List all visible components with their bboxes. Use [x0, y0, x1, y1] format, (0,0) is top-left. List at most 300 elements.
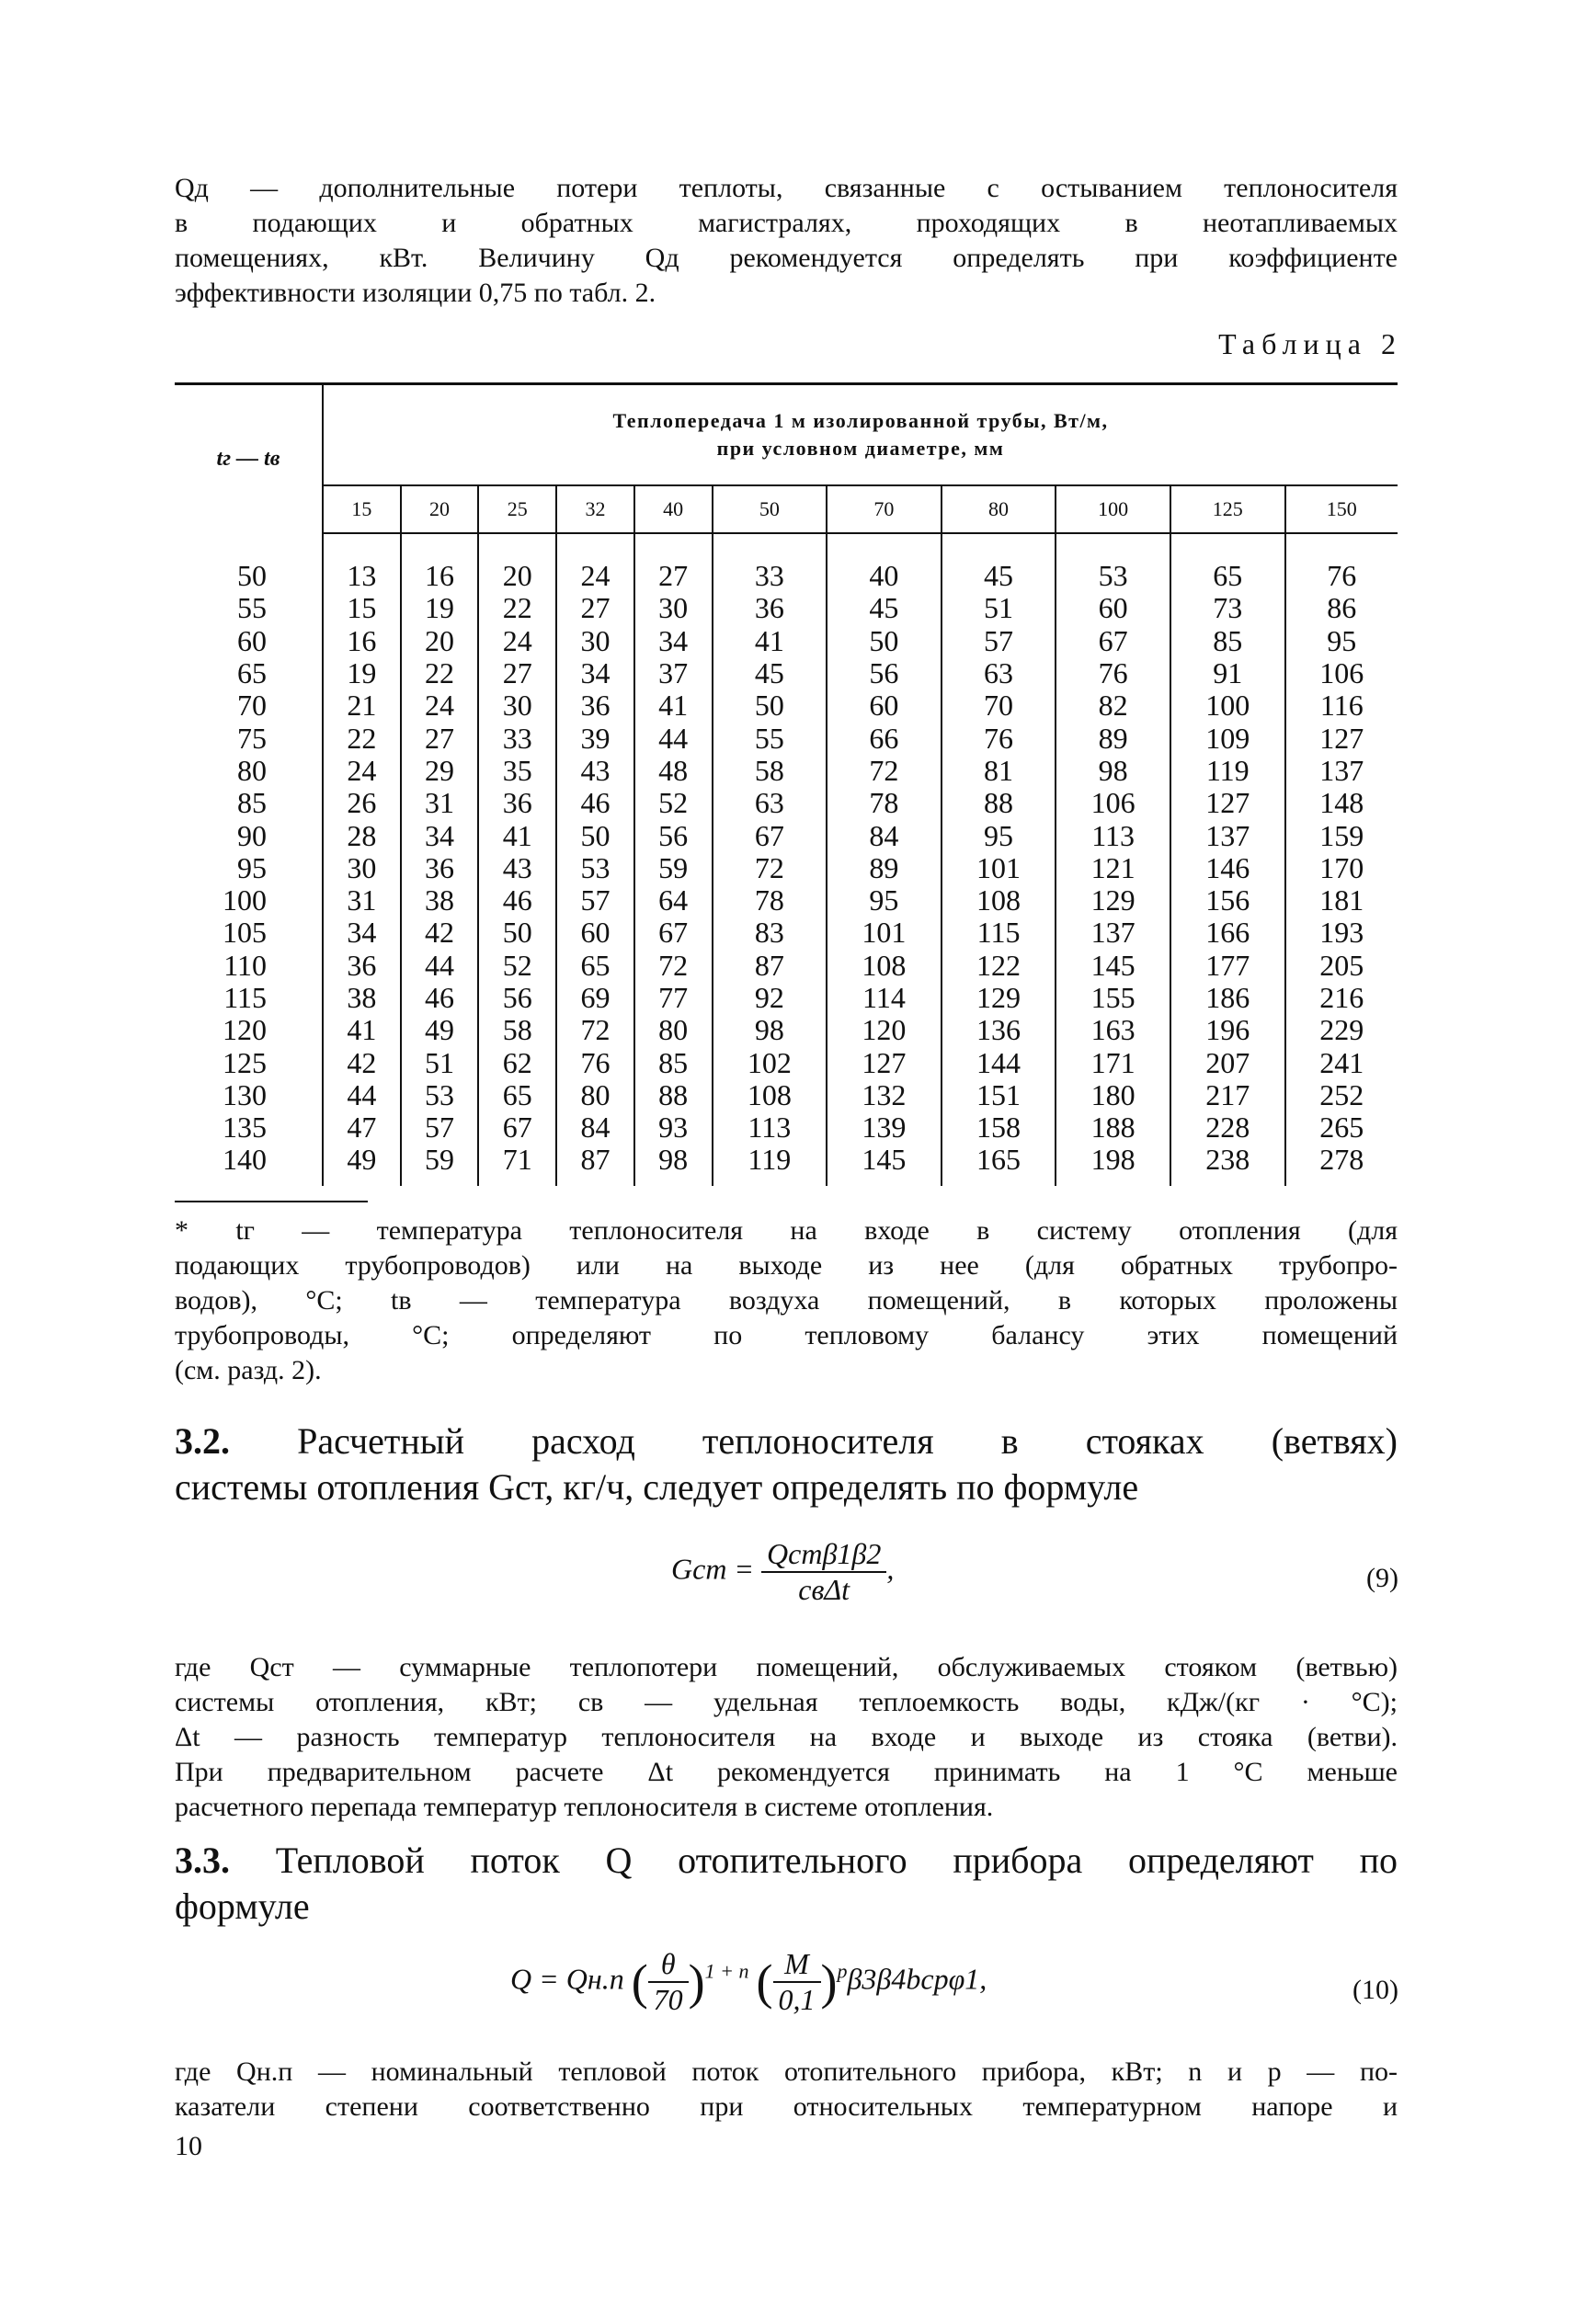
heat-transfer-cell: 180 — [1056, 1079, 1170, 1111]
heat-transfer-cell: 166 — [1170, 917, 1285, 949]
formula-tail: β3β4bcpφ1, — [847, 1962, 987, 1996]
heat-transfer-cell: 238 — [1170, 1144, 1285, 1185]
heat-transfer-cell: 119 — [1170, 755, 1285, 787]
heat-transfer-cell: 114 — [827, 982, 942, 1014]
formula-lhs: Gст = — [671, 1552, 755, 1586]
diameter-header: 100 — [1056, 485, 1170, 533]
heat-transfer-cell: 52 — [478, 950, 556, 982]
heat-transfer-cell: 24 — [556, 533, 634, 592]
heat-transfer-cell: 177 — [1170, 950, 1285, 982]
heat-transfer-cell: 59 — [401, 1144, 479, 1185]
heat-transfer-cell: 76 — [1056, 657, 1170, 689]
table-corner-header: tг — tв — [175, 384, 323, 534]
heat-transfer-cell: 108 — [713, 1079, 827, 1111]
intro-line: Qд — дополнительные потери теплоты, связанные с остыванием теплоносителя — [175, 173, 1398, 203]
fraction-1-numerator: θ — [648, 1947, 689, 1983]
heat-transfer-cell: 158 — [942, 1111, 1056, 1144]
intro-paragraph — [175, 171, 1398, 311]
heat-transfer-table — [175, 382, 1398, 1186]
heat-transfer-cell: 73 — [1170, 592, 1285, 624]
temperature-diff-cell: 80 — [237, 753, 267, 787]
paren-open: ( — [631, 1954, 648, 2010]
heat-transfer-cell: 52 — [634, 787, 713, 819]
heat-transfer-cell: 44 — [401, 950, 479, 982]
heat-transfer-cell: 85 — [1170, 625, 1285, 657]
heat-transfer-cell: 34 — [634, 625, 713, 657]
section-3-2-heading — [175, 1418, 1398, 1510]
heat-transfer-cell: 69 — [556, 982, 634, 1014]
heat-transfer-cell: 129 — [942, 982, 1056, 1014]
fraction-2-numerator: M — [773, 1947, 821, 1983]
section-number: 3.3. — [175, 1840, 230, 1881]
heat-transfer-cell: 119 — [713, 1144, 827, 1185]
temperature-diff-cell: 125 — [223, 1045, 267, 1079]
heat-transfer-cell: 57 — [401, 1111, 479, 1144]
diameter-header: 125 — [1170, 485, 1285, 533]
formula-fraction-1 — [648, 1947, 689, 2017]
diameter-header: 32 — [556, 485, 634, 533]
heat-transfer-cell: 50 — [556, 819, 634, 851]
diameter-header-row — [175, 485, 1398, 533]
heat-transfer-cell: 27 — [478, 657, 556, 689]
heat-transfer-cell: 163 — [1056, 1014, 1170, 1046]
heat-transfer-cell: 241 — [1319, 1045, 1364, 1079]
heat-transfer-cell: 84 — [556, 1111, 634, 1144]
formula-10-label: (10) — [1352, 1975, 1398, 2005]
temperature-diff-cell: 120 — [223, 1013, 267, 1047]
heat-transfer-cell: 37 — [634, 657, 713, 689]
heat-transfer-cell: 42 — [401, 917, 479, 949]
heat-transfer-cell: 58 — [713, 755, 827, 787]
heat-transfer-cell: 50 — [478, 917, 556, 949]
heat-transfer-cell: 146 — [1170, 852, 1285, 884]
footnote-line: подающих трубопроводов) или на выходе из нее (для обратных трубопро- — [175, 1250, 1398, 1281]
heat-transfer-cell: 106 — [1056, 787, 1170, 819]
heat-transfer-cell: 67 — [1056, 625, 1170, 657]
heat-transfer-cell: 16 — [323, 625, 401, 657]
table-main-header — [323, 384, 1398, 486]
heat-transfer-cell: 198 — [1056, 1144, 1170, 1185]
heat-transfer-cell: 181 — [1319, 883, 1364, 917]
heat-transfer-cell: 156 — [1170, 884, 1285, 917]
heat-transfer-cell: 127 — [1319, 721, 1364, 755]
formula-tail: , — [886, 1552, 895, 1586]
heat-transfer-cell: 252 — [1319, 1077, 1364, 1111]
heat-transfer-cell: 65 — [478, 1079, 556, 1111]
heat-transfer-cell: 56 — [634, 819, 713, 851]
table-main-header-line2: при условном диаметре, мм — [716, 437, 1005, 460]
explanation-line: Δt — разность температур теплоносителя на входе и выходе из стояка (ветви). — [175, 1722, 1398, 1752]
heat-transfer-cell: 19 — [401, 592, 479, 624]
heat-transfer-cell: 24 — [478, 625, 556, 657]
heat-transfer-cell: 106 — [1319, 656, 1364, 690]
temperature-diff-cell: 115 — [223, 981, 267, 1014]
heat-transfer-cell: 31 — [401, 787, 479, 819]
heat-transfer-cell: 76 — [1327, 559, 1357, 593]
explanation-line: системы отопления, кВт; cв — удельная теплоемкость воды, кДж/(кг · °С); — [175, 1687, 1398, 1717]
table-row — [175, 657, 1398, 689]
heat-transfer-cell: 145 — [827, 1144, 942, 1185]
heat-transfer-cell: 49 — [401, 1014, 479, 1046]
heat-transfer-cell: 229 — [1319, 1013, 1364, 1047]
heat-transfer-cell: 84 — [827, 819, 942, 851]
heat-transfer-cell: 13 — [323, 533, 401, 592]
page-number: 10 — [175, 2131, 202, 2161]
heat-transfer-cell: 50 — [827, 625, 942, 657]
heat-transfer-cell: 109 — [1170, 722, 1285, 754]
heat-transfer-cell: 98 — [1056, 755, 1170, 787]
heat-transfer-cell: 95 — [827, 884, 942, 917]
formula-lhs: Q = Qн.п — [510, 1962, 624, 1996]
temperature-diff-cell: 130 — [223, 1077, 267, 1111]
formula-9-label: (9) — [1366, 1563, 1398, 1593]
temperature-diff-cell: 90 — [237, 818, 267, 852]
heat-transfer-cell: 76 — [556, 1046, 634, 1078]
section-title-line1: Расчетный расход теплоносителя в стояках (ветвях) — [297, 1420, 1398, 1462]
heat-transfer-cell: 16 — [401, 533, 479, 592]
heat-transfer-cell: 53 — [556, 852, 634, 884]
heat-transfer-cell: 38 — [401, 884, 479, 917]
temperature-diff-cell: 135 — [223, 1111, 267, 1145]
heat-transfer-cell: 27 — [634, 533, 713, 592]
table-caption: Таблица 2 — [1218, 327, 1402, 360]
explanation-line: где Qст — суммарные теплопотери помещений, обслуживаемых стояком (ветвью) — [175, 1652, 1398, 1682]
heat-transfer-cell: 40 — [827, 533, 942, 592]
formula-10 — [510, 1947, 987, 2017]
heat-transfer-cell: 53 — [401, 1079, 479, 1111]
heat-transfer-cell: 72 — [634, 950, 713, 982]
heat-transfer-cell: 46 — [556, 787, 634, 819]
intro-line: помещениях, кВт. Величину Qд рекомендуется определять при коэффициенте — [175, 243, 1398, 273]
heat-transfer-cell: 56 — [827, 657, 942, 689]
heat-transfer-cell: 165 — [942, 1144, 1056, 1185]
heat-transfer-cell: 196 — [1170, 1014, 1285, 1046]
diameter-header: 50 — [713, 485, 827, 533]
heat-transfer-cell: 41 — [713, 625, 827, 657]
heat-transfer-cell: 78 — [827, 787, 942, 819]
heat-transfer-cell: 216 — [1319, 981, 1364, 1014]
diameter-header: 25 — [478, 485, 556, 533]
heat-transfer-cell: 44 — [634, 722, 713, 754]
heat-transfer-cell: 108 — [827, 950, 942, 982]
heat-transfer-cell: 137 — [1170, 819, 1285, 851]
temperature-diff-cell: 75 — [237, 721, 267, 755]
intro-line: эффективности изоляции 0,75 по табл. 2. — [175, 278, 656, 308]
heat-transfer-cell: 36 — [401, 852, 479, 884]
heat-transfer-cell: 98 — [634, 1144, 713, 1185]
table-row — [175, 852, 1398, 884]
heat-transfer-cell: 45 — [827, 592, 942, 624]
heat-transfer-cell: 65 — [556, 950, 634, 982]
heat-transfer-cell: 38 — [323, 982, 401, 1014]
temperature-diff-cell: 100 — [223, 883, 267, 917]
table-row — [175, 625, 1398, 657]
heat-transfer-cell: 81 — [942, 755, 1056, 787]
heat-transfer-cell: 58 — [478, 1014, 556, 1046]
heat-transfer-cell: 72 — [556, 1014, 634, 1046]
section-title-line1: Тепловой поток Q отопительного прибора определяют по — [275, 1840, 1398, 1881]
heat-transfer-cell: 136 — [942, 1014, 1056, 1046]
heat-transfer-cell: 33 — [478, 722, 556, 754]
heat-transfer-cell: 122 — [942, 950, 1056, 982]
heat-transfer-cell: 20 — [401, 625, 479, 657]
heat-transfer-cell: 57 — [556, 884, 634, 917]
heat-transfer-cell: 29 — [401, 755, 479, 787]
heat-transfer-cell: 205 — [1319, 948, 1364, 982]
temperature-diff-cell: 70 — [237, 689, 267, 723]
table-row — [175, 1079, 1398, 1111]
footnote-line: водов), °С; tв — температура воздуха помещений, в которых проложены — [175, 1285, 1398, 1316]
heat-transfer-cell: 60 — [1056, 592, 1170, 624]
heat-transfer-cell: 30 — [323, 852, 401, 884]
heat-transfer-cell: 70 — [942, 689, 1056, 722]
table-main-header-line1: Теплопередача 1 м изолированной трубы, Вт/м, — [612, 409, 1109, 432]
heat-transfer-cell: 22 — [401, 657, 479, 689]
explanation-line: расчетного перепада температур теплоносителя в системе отопления. — [175, 1792, 994, 1822]
table-row — [175, 1111, 1398, 1144]
diameter-header: 80 — [942, 485, 1056, 533]
heat-transfer-cell: 64 — [634, 884, 713, 917]
heat-transfer-cell: 87 — [556, 1144, 634, 1185]
heat-transfer-cell: 34 — [556, 657, 634, 689]
heat-transfer-cell: 51 — [401, 1046, 479, 1078]
heat-transfer-cell: 27 — [556, 592, 634, 624]
heat-transfer-cell: 80 — [634, 1014, 713, 1046]
temperature-diff-cell: 65 — [237, 656, 267, 690]
heat-transfer-cell: 31 — [323, 884, 401, 917]
heat-transfer-cell: 35 — [478, 755, 556, 787]
heat-transfer-cell: 60 — [556, 917, 634, 949]
heat-transfer-cell: 113 — [713, 1111, 827, 1144]
heat-transfer-cell: 45 — [713, 657, 827, 689]
heat-transfer-cell: 76 — [942, 722, 1056, 754]
heat-transfer-cell: 45 — [942, 533, 1056, 592]
heat-transfer-cell: 62 — [478, 1046, 556, 1078]
heat-transfer-cell: 47 — [323, 1111, 401, 1144]
formula-numerator: Qстβ1β2 — [761, 1537, 886, 1573]
heat-transfer-cell: 137 — [1056, 917, 1170, 949]
heat-transfer-cell: 89 — [827, 852, 942, 884]
heat-transfer-cell: 30 — [556, 625, 634, 657]
explanation-line: При предварительном расчете Δt рекомендуется принимать на 1 °С меньше — [175, 1757, 1398, 1787]
footnote-line: (см. разд. 2). — [175, 1355, 322, 1385]
heat-transfer-cell: 188 — [1056, 1111, 1170, 1144]
fraction-2-denominator: 0,1 — [778, 1983, 816, 2016]
heat-transfer-cell: 82 — [1056, 689, 1170, 722]
table-row — [175, 819, 1398, 851]
table-row — [175, 1046, 1398, 1078]
heat-transfer-cell: 42 — [323, 1046, 401, 1078]
heat-transfer-cell: 39 — [556, 722, 634, 754]
diameter-header: 40 — [634, 485, 713, 533]
formula-denominator: cвΔt — [798, 1573, 850, 1606]
diameter-header: 70 — [827, 485, 942, 533]
heat-transfer-cell: 50 — [713, 689, 827, 722]
table-row — [175, 884, 1398, 917]
heat-transfer-cell: 30 — [634, 592, 713, 624]
temperature-diff-cell: 55 — [237, 591, 267, 625]
heat-transfer-cell: 155 — [1056, 982, 1170, 1014]
section-title-line2: формуле — [175, 1885, 310, 1927]
heat-transfer-cell: 100 — [1170, 689, 1285, 722]
heat-transfer-cell: 34 — [401, 819, 479, 851]
table-row — [175, 592, 1398, 624]
heat-transfer-cell: 159 — [1319, 818, 1364, 852]
section-3-3-heading — [175, 1838, 1398, 1930]
heat-transfer-cell: 67 — [634, 917, 713, 949]
heat-transfer-cell: 24 — [401, 689, 479, 722]
heat-transfer-cell: 77 — [634, 982, 713, 1014]
heat-transfer-cell: 49 — [323, 1144, 401, 1185]
table-row — [175, 1014, 1398, 1046]
heat-transfer-cell: 121 — [1056, 852, 1170, 884]
heat-transfer-cell: 93 — [634, 1111, 713, 1144]
heat-transfer-cell: 71 — [478, 1144, 556, 1185]
heat-transfer-cell: 129 — [1056, 884, 1170, 917]
heat-transfer-cell: 63 — [713, 787, 827, 819]
heat-transfer-cell: 92 — [713, 982, 827, 1014]
heat-transfer-cell: 85 — [634, 1046, 713, 1078]
heat-transfer-cell: 193 — [1319, 916, 1364, 950]
heat-transfer-cell: 83 — [713, 917, 827, 949]
exponent-2: p — [837, 1959, 848, 1983]
paren-close: ) — [688, 1954, 705, 2010]
heat-transfer-cell: 20 — [478, 533, 556, 592]
heat-transfer-cell: 48 — [634, 755, 713, 787]
heat-transfer-cell: 144 — [942, 1046, 1056, 1078]
table-row — [175, 950, 1398, 982]
heat-transfer-cell: 24 — [323, 755, 401, 787]
heat-transfer-cell: 88 — [942, 787, 1056, 819]
heat-transfer-cell: 95 — [942, 819, 1056, 851]
explanation-line: казатели степени соответственно при относительных температурном напоре и — [175, 2091, 1398, 2122]
heat-transfer-cell: 86 — [1327, 591, 1357, 625]
heat-transfer-cell: 113 — [1056, 819, 1170, 851]
temperature-diff-cell: 50 — [237, 558, 267, 592]
paren-open: ( — [756, 1954, 773, 2010]
heat-transfer-cell: 63 — [942, 657, 1056, 689]
heat-transfer-cell: 72 — [827, 755, 942, 787]
heat-transfer-cell: 43 — [478, 852, 556, 884]
table-row — [175, 787, 1398, 819]
table-row — [175, 533, 1398, 592]
exponent-1: 1 + n — [704, 1959, 749, 1983]
heat-transfer-cell: 116 — [1319, 689, 1364, 723]
heat-transfer-cell: 217 — [1170, 1079, 1285, 1111]
fraction-1-denominator: 70 — [653, 1983, 683, 2016]
paren-close: ) — [820, 1954, 838, 2010]
heat-transfer-cell: 101 — [827, 917, 942, 949]
heat-transfer-cell: 148 — [1319, 786, 1364, 820]
heat-transfer-cell: 36 — [713, 592, 827, 624]
footnote — [175, 1213, 1398, 1388]
section-title-line2: системы отопления Gст, кг/ч, следует определять по формуле — [175, 1466, 1139, 1508]
heat-transfer-cell: 19 — [323, 657, 401, 689]
heat-transfer-cell: 22 — [323, 722, 401, 754]
heat-transfer-cell: 21 — [323, 689, 401, 722]
heat-transfer-cell: 44 — [323, 1079, 401, 1111]
formula-10-explanation — [175, 2055, 1398, 2125]
heat-transfer-cell: 101 — [942, 852, 1056, 884]
diameter-header: 150 — [1285, 485, 1398, 533]
heat-transfer-cell: 15 — [323, 592, 401, 624]
heat-transfer-cell: 278 — [1319, 1143, 1364, 1177]
heat-transfer-cell: 102 — [713, 1046, 827, 1078]
temperature-diff-cell: 110 — [223, 948, 267, 982]
heat-transfer-cell: 170 — [1319, 850, 1364, 884]
heat-transfer-cell: 115 — [942, 917, 1056, 949]
intro-line: в подающих и обратных магистралях, проходящих в неотапливаемых — [175, 208, 1398, 238]
heat-transfer-cell: 30 — [478, 689, 556, 722]
diameter-header: 20 — [401, 485, 479, 533]
heat-transfer-cell: 27 — [401, 722, 479, 754]
heat-transfer-cell: 127 — [827, 1046, 942, 1078]
explanation-line: где Qн.п — номинальный тепловой поток отопительного прибора, кВт; n и p — по- — [175, 2056, 1398, 2087]
heat-transfer-cell: 66 — [827, 722, 942, 754]
footnote-line: трубопроводы, °С; определяют по тепловому балансу этих помещений — [175, 1320, 1398, 1350]
heat-transfer-cell: 87 — [713, 950, 827, 982]
formula-fraction — [761, 1537, 886, 1607]
heat-transfer-cell: 80 — [556, 1079, 634, 1111]
diameter-header: 15 — [323, 485, 401, 533]
table-row — [175, 722, 1398, 754]
heat-transfer-cell: 41 — [634, 689, 713, 722]
heat-transfer-cell: 207 — [1170, 1046, 1285, 1078]
heat-transfer-cell: 186 — [1170, 982, 1285, 1014]
heat-transfer-cell: 36 — [323, 950, 401, 982]
heat-transfer-cell: 171 — [1056, 1046, 1170, 1078]
heat-transfer-cell: 265 — [1319, 1111, 1364, 1145]
heat-transfer-cell: 89 — [1056, 722, 1170, 754]
heat-transfer-cell: 41 — [478, 819, 556, 851]
heat-transfer-cell: 120 — [827, 1014, 942, 1046]
formula-9-explanation — [175, 1650, 1398, 1825]
heat-transfer-cell: 59 — [634, 852, 713, 884]
section-number: 3.2. — [175, 1420, 230, 1462]
heat-transfer-cell: 91 — [1170, 657, 1285, 689]
heat-transfer-cell: 28 — [323, 819, 401, 851]
heat-transfer-cell: 88 — [634, 1079, 713, 1111]
table-row — [175, 982, 1398, 1014]
heat-transfer-cell: 41 — [323, 1014, 401, 1046]
footnote-rule — [175, 1201, 368, 1202]
temperature-diff-cell: 85 — [237, 786, 267, 820]
heat-transfer-cell: 46 — [478, 884, 556, 917]
heat-transfer-cell: 132 — [827, 1079, 942, 1111]
table-body — [175, 533, 1398, 1186]
footnote-line: * tг — температура теплоносителя на входе в систему отопления (для — [175, 1215, 1398, 1246]
heat-transfer-cell: 137 — [1319, 753, 1364, 787]
temperature-diff-cell: 140 — [223, 1143, 267, 1177]
formula-fraction-2 — [773, 1947, 821, 2017]
heat-transfer-cell: 67 — [713, 819, 827, 851]
heat-transfer-cell: 127 — [1170, 787, 1285, 819]
heat-transfer-cell: 60 — [827, 689, 942, 722]
temperature-diff-cell: 60 — [237, 623, 267, 657]
heat-transfer-cell: 95 — [1327, 623, 1357, 657]
heat-transfer-cell: 72 — [713, 852, 827, 884]
temperature-diff-cell: 105 — [223, 916, 267, 950]
heat-transfer-cell: 51 — [942, 592, 1056, 624]
heat-transfer-cell: 46 — [401, 982, 479, 1014]
heat-transfer-cell: 33 — [713, 533, 827, 592]
heat-transfer-cell: 53 — [1056, 533, 1170, 592]
table-row — [175, 917, 1398, 949]
table-row — [175, 689, 1398, 722]
heat-transfer-cell: 56 — [478, 982, 556, 1014]
heat-transfer-cell: 228 — [1170, 1111, 1285, 1144]
heat-transfer-cell: 67 — [478, 1111, 556, 1144]
